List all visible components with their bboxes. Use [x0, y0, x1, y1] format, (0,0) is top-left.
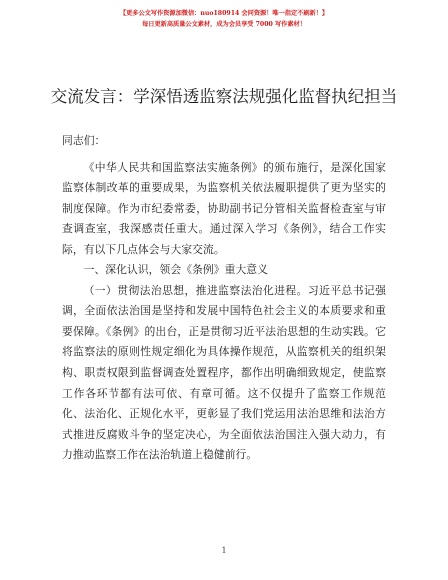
banner-line-1: 【更多公文写作资源加微信：nuo180914 会同资源！唯一指定不刷新！】 [119, 10, 329, 17]
document-body [62, 131, 386, 466]
banner-line-2: 每日更新高质量公文素材，成为会员享受 7000 写作素材！ [142, 21, 306, 28]
document-title: 交流发言：学深悟透监察法规强化监督执纪担当 [50, 87, 398, 106]
header-banner [0, 8, 448, 30]
paragraph-subsection-1: （一）贯彻法治思想，推进监察法治化进程。习近平总书记强调，全面依法治国是坚持和发展中国特色社会主义的本质要求和重要保障。《条例》的出台，正是贯彻习近平法治思想的生动实践。它将监察法的原则性规定细化为具体操作规范，从监察机关的组织架构、职责权限到监督调查处置程序，都作出明确细致规定，使监察工作各环节都有法可依、有章可循。这不仅提升了监察工作规范化、法治化、正规化水平，更彰显了我们党运用法治思维和法治方式推进反腐败斗争的坚定决心，为全面依法治国注入强大动力，有力推动监察工作在法治轨道上稳健前行。 [62, 283, 386, 462]
paragraph-intro: 《中华人民共和国监察法实施条例》的颁布施行，是深化国家监察体制改革的重要成果，为监察机关依法履职提供了更为坚实的制度保障。作为市纪委常委，协助副书记分管相关监督检查室与审查调查室，我深感责任重大。通过深入学习《条例》，结合工作实际，有以下几点体会与大家交流。 [62, 160, 386, 256]
section-heading: 一、深化认识，领会《条例》重大意义 [83, 263, 268, 277]
greeting: 同志们： [62, 134, 106, 147]
page-number: 1 [221, 546, 227, 555]
